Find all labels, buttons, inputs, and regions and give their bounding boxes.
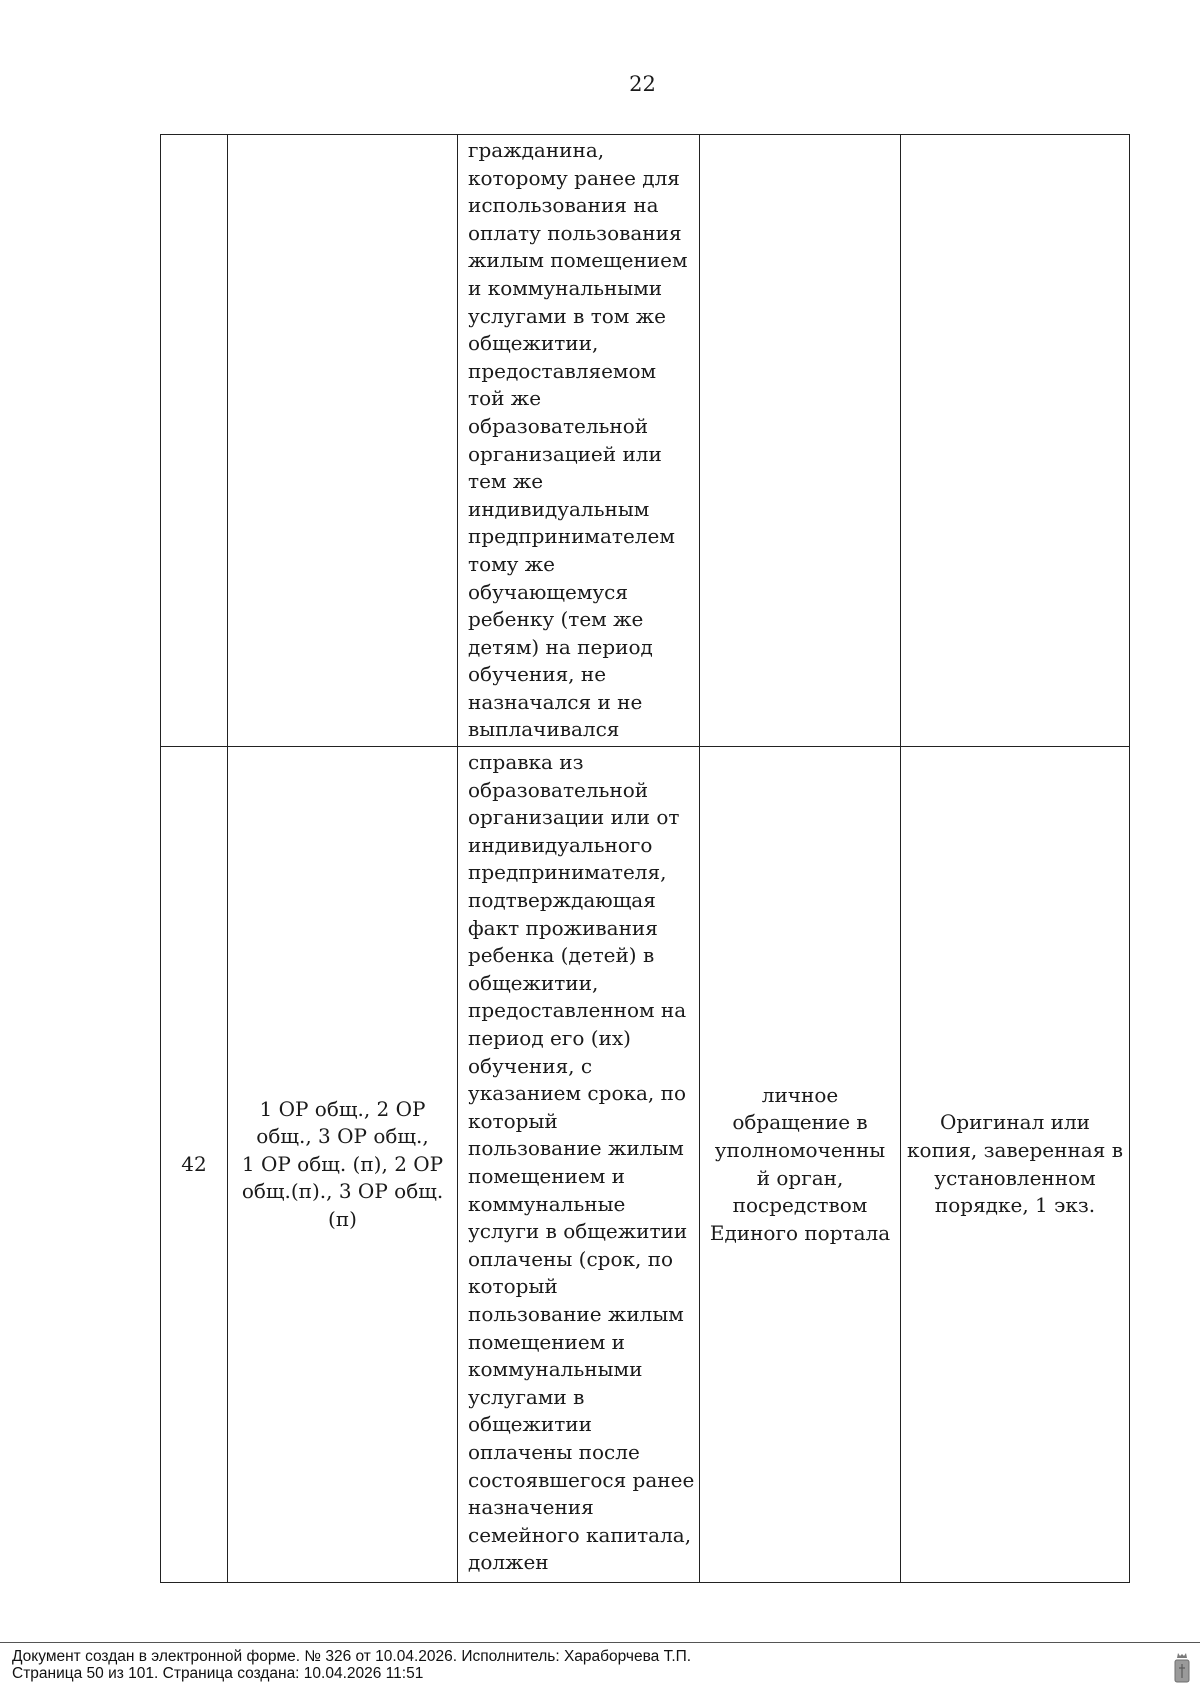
- requirements-table: [160, 134, 1130, 1583]
- cell-line: копия, заверенная в: [907, 1137, 1123, 1162]
- cell-line: должен: [468, 1550, 549, 1575]
- cell-line: выплачивался: [468, 717, 620, 742]
- document-description-cell: [458, 135, 700, 747]
- cell-line: й орган,: [756, 1165, 844, 1190]
- cell-line: использования на: [468, 193, 659, 218]
- cell-line: 1 ОР общ., 2 ОР: [259, 1096, 426, 1121]
- cell-line: указанием срока, по: [468, 1081, 686, 1106]
- submission-method-cell: [700, 747, 901, 1583]
- cell-line: услугами в том же: [468, 303, 666, 328]
- cell-line: детям) на период: [468, 634, 653, 659]
- cell-line: тем же: [468, 469, 544, 494]
- cell-line: индивидуальным: [468, 496, 650, 521]
- cell-line: и коммунальными: [468, 275, 663, 300]
- cell-line: личное: [761, 1082, 839, 1107]
- cell-line: 1 ОР общ. (п), 2 ОР: [241, 1151, 444, 1176]
- cell-line: который: [468, 1274, 558, 1299]
- cell-line: обучающемуся: [468, 579, 628, 604]
- cell-line: оплачены (срок, по: [468, 1246, 674, 1271]
- cell-line: Единого портала: [709, 1220, 891, 1245]
- cell-line: общ.(п)., 3 ОР общ.: [241, 1179, 444, 1204]
- cell-line: предпринимателем: [468, 524, 675, 549]
- cell-line: предоставленном на: [468, 998, 687, 1023]
- applicant-codes-cell: [228, 135, 458, 747]
- table-row: [161, 747, 1130, 1583]
- cell-line: который: [468, 1108, 558, 1133]
- cell-line: услугами в: [468, 1384, 585, 1409]
- cell-line: посредством: [732, 1193, 868, 1218]
- cell-line: предоставляемом: [468, 358, 657, 383]
- cell-line: коммунальными: [468, 1357, 643, 1382]
- cell-line: образовательной: [468, 777, 649, 802]
- cell-line: оплату пользования: [468, 220, 682, 245]
- cell-line: услуги в общежитии: [468, 1219, 688, 1244]
- document-description: [468, 137, 693, 744]
- cell-line: образовательной: [468, 413, 649, 438]
- cell-line: помещением и: [468, 1329, 625, 1354]
- cell-line: общежитии: [468, 1412, 592, 1437]
- table-row: [161, 135, 1130, 747]
- cell-line: ребенка (детей) в: [468, 943, 655, 968]
- cell-line: общежитии,: [468, 970, 599, 995]
- cell-line: индивидуального: [468, 832, 653, 857]
- cell-line: которому ранее для: [468, 165, 680, 190]
- cell-line: предпринимателя,: [468, 860, 667, 885]
- cell-line: справка из: [468, 750, 584, 775]
- cell-line: гражданина,: [468, 138, 605, 162]
- cell-line: той же: [468, 386, 542, 411]
- document-form-cell: [901, 135, 1130, 747]
- document-description-cell: [458, 747, 700, 1583]
- cell-line: оплачены после: [468, 1439, 640, 1464]
- footer-divider: [0, 1642, 1200, 1643]
- document-footer: [12, 1648, 691, 1682]
- cell-line: подтверждающая: [468, 888, 656, 913]
- cell-line: установленном: [934, 1165, 1096, 1190]
- cell-line: общ., 3 ОР общ.,: [256, 1124, 429, 1149]
- cell-line: состоявшегося ранее: [468, 1467, 695, 1492]
- cell-line: порядке, 1 экз.: [934, 1193, 1096, 1218]
- submission-method: [700, 1082, 900, 1248]
- cell-line: назначения: [468, 1495, 594, 1520]
- cell-line: помещением и: [468, 1163, 625, 1188]
- page-number: 22: [629, 72, 656, 96]
- cell-line: обучения, не: [468, 662, 607, 687]
- row-number-cell: [161, 135, 228, 747]
- cell-line: коммунальные: [468, 1191, 626, 1216]
- submission-method-cell: [700, 135, 901, 747]
- cell-line: жилым помещением: [468, 248, 688, 273]
- cell-line: организации или от: [468, 805, 680, 830]
- cell-line: назначался и не: [468, 689, 643, 714]
- applicant-codes: [228, 1096, 457, 1234]
- applicant-codes-cell: [228, 747, 458, 1583]
- cell-line: факт проживания: [468, 915, 658, 940]
- row-number-cell: 42: [161, 747, 228, 1583]
- document-description: [468, 749, 693, 1577]
- cell-line: (п): [328, 1206, 357, 1231]
- footer-line-1: Документ создан в электронной форме. № 326 от 10.04.2026. Исполнитель: Хараборчева Т.П.: [12, 1648, 692, 1665]
- cell-line: период его (их): [468, 1026, 631, 1050]
- document-form: [901, 1109, 1129, 1219]
- cell-line: обращение в: [732, 1110, 868, 1135]
- cell-line: пользование жилым: [468, 1136, 684, 1161]
- document-form-cell: [901, 747, 1130, 1583]
- cell-line: ребенку (тем же: [468, 607, 644, 632]
- cell-line: уполномоченны: [714, 1137, 886, 1162]
- cell-line: пользование жилым: [468, 1301, 684, 1326]
- coat-of-arms-emblem-icon: [1172, 1652, 1192, 1686]
- cell-line: семейного капитала,: [468, 1522, 692, 1547]
- cell-line: обучения, с: [468, 1053, 593, 1078]
- cell-line: организацией или: [468, 441, 662, 466]
- footer-line-2: Страница 50 из 101. Страница создана: 10.04.2026 11:51: [12, 1665, 424, 1682]
- cell-line: общежитии,: [468, 331, 599, 356]
- cell-line: тому же: [468, 551, 556, 576]
- cell-line: Оригинал или: [939, 1110, 1091, 1135]
